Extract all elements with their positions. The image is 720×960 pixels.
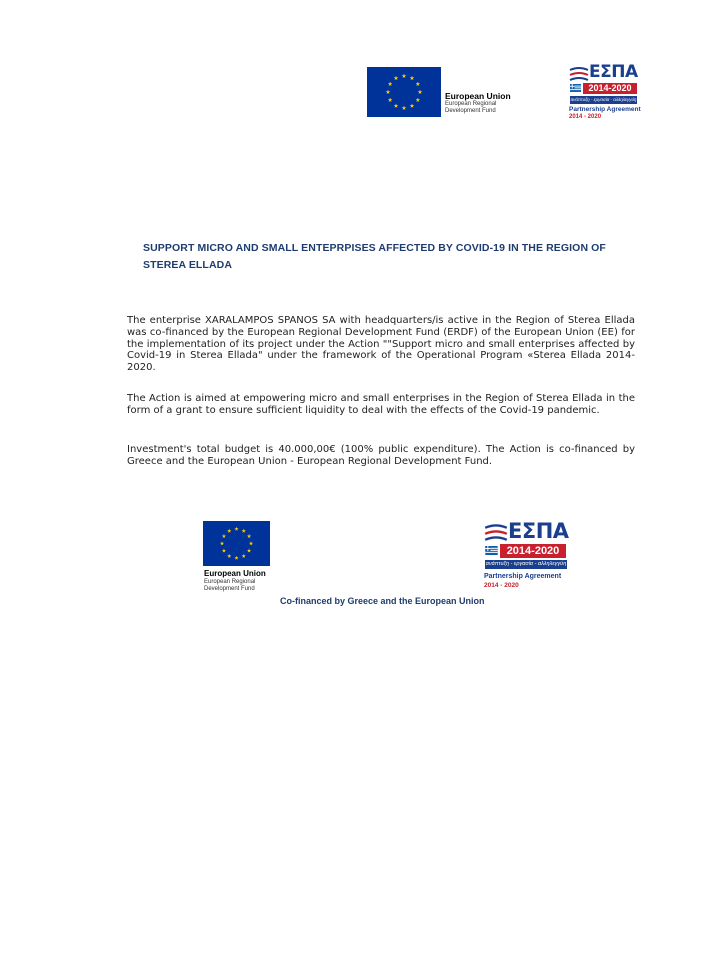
header-espa-logo	[569, 62, 641, 124]
eu-flag-icon	[203, 521, 270, 566]
espa-motto: ανάπτυξη - εργασία - αλληλεγγύη	[485, 561, 567, 567]
espa-years: 2014-2020	[583, 83, 637, 94]
greek-flag-icon	[485, 546, 498, 555]
cofinanced-statement: Co-financed by Greece and the European Union	[280, 596, 485, 606]
paragraph-2: The Action is aimed at empowering micro and small enterprises in the Region of Sterea Ellada in the form of a grant to ensure sufficient liquidity to deal with the effects of the Covid-19 pandemic.	[127, 393, 635, 416]
eu-flag-icon	[367, 67, 441, 117]
eu-name: European Union	[445, 91, 511, 101]
espa-partnership: Partnership Agreement	[569, 106, 641, 113]
title-line-1: SUPPORT MICRO AND SMALL ENTEPRPISES AFFECTED BY COVID-19 IN THE REGION OF	[143, 242, 606, 254]
eu-fund-line1: European Regional	[204, 579, 256, 585]
eu-name: European Union	[204, 569, 266, 578]
espa-motto: ανάπτυξη - εργασία - αλληλεγγύη	[570, 97, 637, 102]
espa-partnership: Partnership Agreement	[484, 573, 562, 580]
eu-fund-line1: European Regional	[445, 101, 497, 107]
espa-word: ΕΣΠΑ	[589, 62, 638, 82]
greek-flag-icon	[570, 84, 581, 92]
espa-partnership-years: 2014 - 2020	[569, 114, 602, 120]
espa-word: ΕΣΠΑ	[508, 519, 569, 543]
paragraph-3: Investment's total budget is 40.000,00€ (100% public expenditure). The Action is co-financed by Greece and the European Union - European Regional Development Fund.	[127, 444, 635, 467]
document-title	[143, 240, 643, 274]
footer-espa-logo	[484, 519, 572, 591]
title-line-2: STEREA ELLADA	[143, 259, 232, 271]
eu-fund-line2: Development Fund	[445, 108, 496, 114]
paragraph-1: The enterprise XARALAMPOS SPANOS SA with headquarters/is active in the Region of Sterea Ellada was co-financed by the European Regional Development Fund (ERDF) of the European Union (EE) for the implementation of its project under the Action ""Support micro and small enterprises affected by Covid-19 in Sterea Ellada" under the framework of the Operational Program «Sterea Ellada 2014-2020.	[127, 315, 635, 374]
espa-partnership-years: 2014 - 2020	[484, 582, 519, 589]
espa-years: 2014-2020	[500, 544, 566, 558]
eu-fund-line2: Development Fund	[204, 585, 255, 592]
